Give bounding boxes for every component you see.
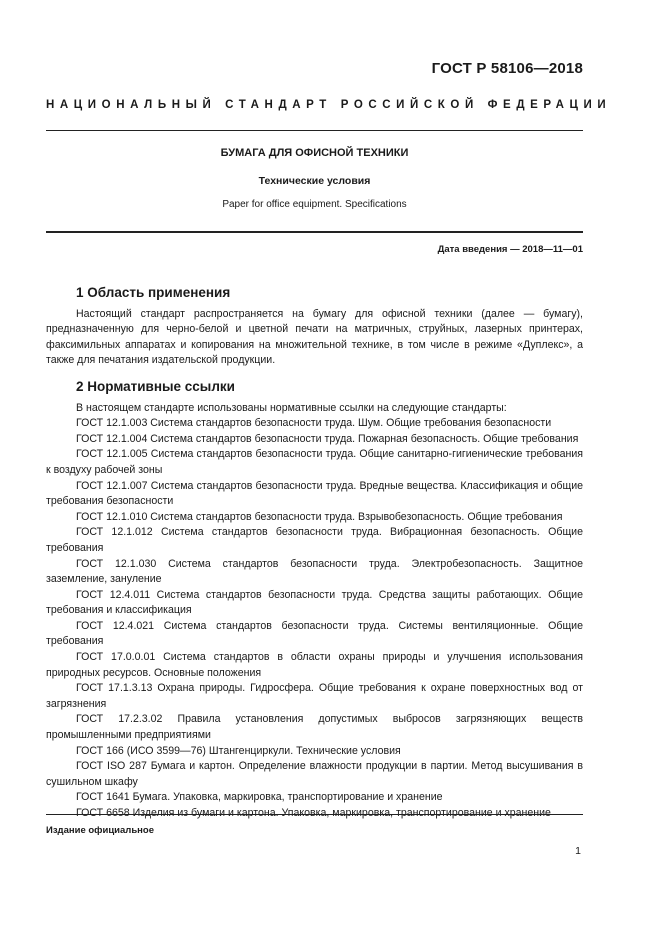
reference-item: ГОСТ 6658 Изделия из бумаги и картона. Упаковка, маркировка, транспортирование и хранение xyxy=(76,807,551,819)
reference-item: ГОСТ 12.1.004 Система стандартов безопасности труда. Пожарная безопасность. Общие требования xyxy=(76,432,579,445)
section-2-intro: В настоящем стандарте использованы нормативные ссылки на следующие стандарты: xyxy=(76,401,507,414)
national-standard-title: НАЦИОНАЛЬНЫЙ СТАНДАРТ РОССИЙСКОЙ ФЕДЕРАЦИИ xyxy=(46,99,612,111)
reference-item: ГОСТ 12.1.005 Система стандартов безопасности труда. Общие санитарно-гигиенические требования к воздуху рабочей зоны xyxy=(46,448,583,476)
top-divider xyxy=(46,130,583,131)
standard-title: БУМАГА ДЛЯ ОФИСНОЙ ТЕХНИКИ xyxy=(220,147,409,159)
reference-item: ГОСТ 12.1.030 Система стандартов безопасности труда. Электробезопасность. Защитное заземление, зануление xyxy=(46,557,583,586)
reference-item: ГОСТ 12.1.012 Система стандартов безопасности труда. Вибрационная безопасность. Общие требования xyxy=(46,526,583,554)
document-code: ГОСТ Р 58106—2018 xyxy=(431,60,583,77)
reference-item: ГОСТ ISO 287 Бумага и картон. Определение влажности продукции в партии. Метод высушивания в сушильном шкафу xyxy=(46,760,583,788)
reference-item: ГОСТ 12.4.011 Система стандартов безопасности труда. Средства защиты работающих. Общие требования и классификация xyxy=(46,588,583,617)
reference-item: ГОСТ 17.1.3.13 Охрана природы. Гидросфера. Общие требования к охране поверхностных вод от загрязнения xyxy=(46,682,583,710)
bottom-divider xyxy=(46,814,583,815)
introduction-date: Дата введения — 2018—11—01 xyxy=(437,244,583,255)
standard-english-title: Paper for office equipment. Specifications xyxy=(222,199,407,210)
reference-item: ГОСТ 17.2.3.02 Правила установления допустимых выбросов загрязняющих веществ промышленными предприятиями xyxy=(46,713,583,742)
reference-item: ГОСТ 12.4.021 Система стандартов безопасности труда. Системы вентиляционные. Общие требования xyxy=(46,619,583,648)
thick-divider xyxy=(46,231,583,233)
standard-subtitle: Технические условия xyxy=(258,175,371,187)
reference-item: ГОСТ 12.1.007 Система стандартов безопасности труда. Вредные вещества. Классификация и общие требования безопасности xyxy=(46,479,583,508)
document-body xyxy=(46,285,583,822)
reference-item: ГОСТ 17.0.0.01 Система стандартов в области охраны природы и улучшения использования природных ресурсов. Основные положения xyxy=(46,651,583,679)
section-1-text: Настоящий стандарт распространяется на бумагу для офисной техники (далее — бумагу), предназначенную для черно-белой и цветной печати на матричных, струйных, лазерных принтерах, факсимильных аппаратах и копирования на множительной технике, в том числе в режиме «Дуплекс», а также для печатания издательской продукции. xyxy=(46,307,583,367)
section-1-heading: 1 Область применения xyxy=(76,285,231,300)
reference-item: ГОСТ 1641 Бумага. Упаковка, маркировка, транспортирование и хранение xyxy=(76,791,443,804)
reference-item: ГОСТ 12.1.003 Система стандартов безопасности труда. Шум. Общие требования безопасности xyxy=(76,417,552,430)
page-number: 1 xyxy=(575,845,581,857)
reference-item: ГОСТ 12.1.010 Система стандартов безопасности труда. Взрывобезопасность. Общие требования xyxy=(76,510,563,523)
reference-item: ГОСТ 166 (ИСО 3599—76) Штангенциркули. Технические условия xyxy=(76,744,401,757)
section-2-heading: 2 Нормативные ссылки xyxy=(76,378,235,394)
edition-note: Издание официальное xyxy=(46,825,154,836)
